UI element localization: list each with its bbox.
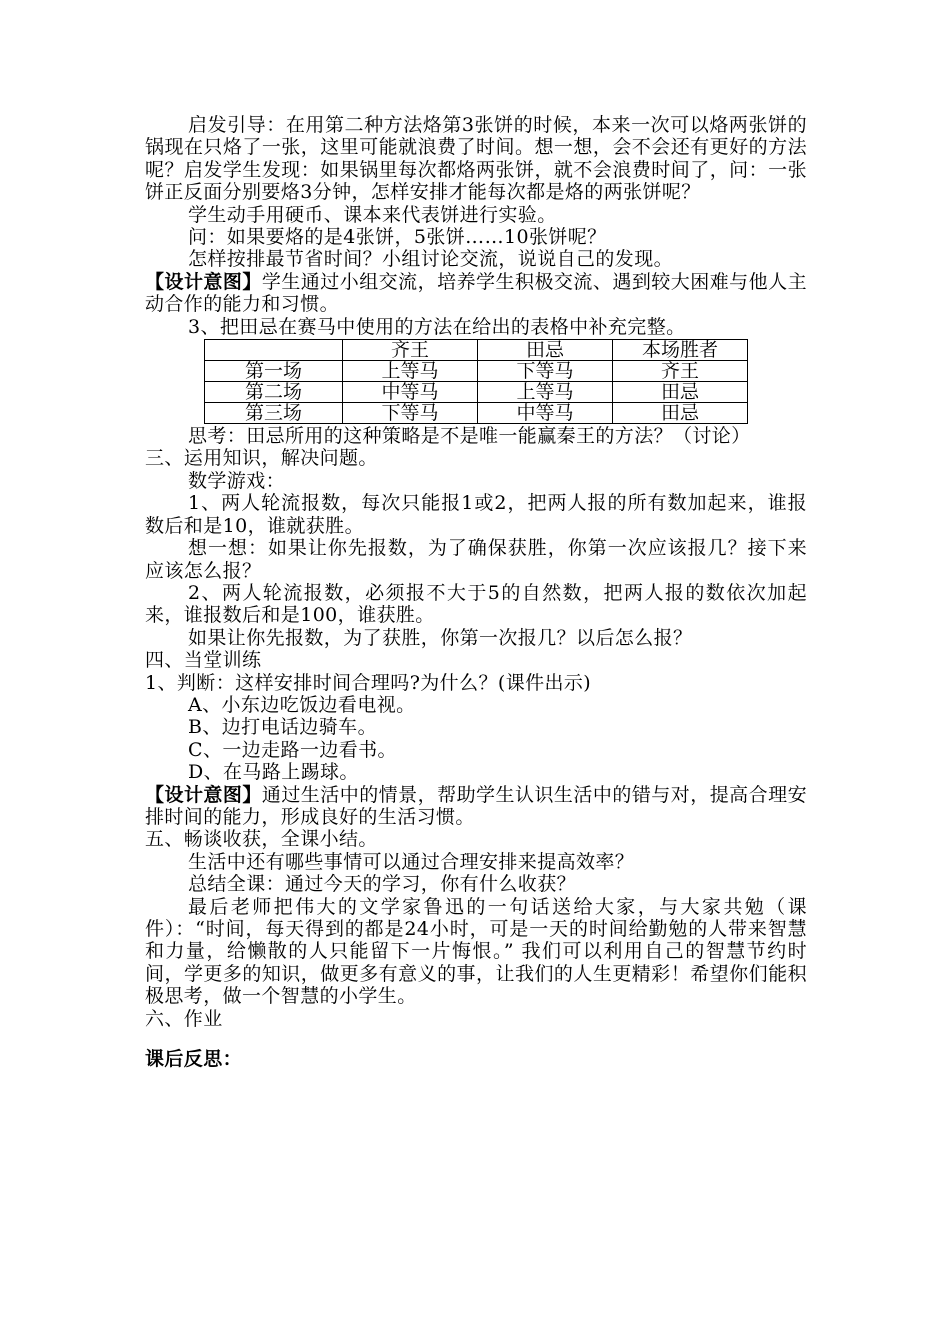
section-4-heading: 四、当堂训练 (145, 649, 262, 672)
document-page (145, 114, 807, 1070)
option-b: B、边打电话边骑车。 (188, 716, 377, 739)
paragraph-question: 问：如果要烙的是4张饼，5张饼……10张饼呢？ (188, 226, 607, 249)
option-a: A、小东边吃饭边看电视。 (188, 693, 416, 716)
option-d: D、在马路上踢球。 (188, 761, 359, 784)
paragraph-experiment: 学生动手用硬币、课本来代表饼进行实验。 (188, 203, 557, 226)
table-intro: 3、把田忌在赛马中使用的方法在给出的表格中补充完整。 (188, 315, 686, 338)
table-header-cell: 本场胜者 (613, 340, 748, 361)
reflection-heading: 课后反思： (145, 1048, 243, 1071)
design-intent-2 (145, 784, 807, 829)
paragraph-discussion: 怎样按排最节省时间？小组讨论交流，说说自己的发现。 (188, 248, 674, 271)
table-header-cell: 田忌 (478, 340, 613, 361)
table-row (205, 361, 748, 382)
table-cell: 田忌 (613, 403, 748, 424)
table-cell: 下等马 (478, 361, 613, 382)
think-question: 思考：田忌所用的这种策略是不是唯一能赢秦王的方法？（讨论） (188, 425, 751, 448)
table-cell: 田忌 (613, 382, 748, 403)
table-cell: 齐王 (613, 361, 748, 382)
table-header-row (205, 340, 748, 361)
table-cell: 上等马 (478, 382, 613, 403)
section-5-heading: 五、畅谈收获，全课小结。 (145, 828, 378, 851)
table-row (205, 403, 748, 424)
table-cell: 上等马 (343, 361, 478, 382)
table-cell: 第一场 (205, 361, 343, 382)
design-intent-text: 通过生活中的情景，帮助学生认识生活中的错与对，提高合理安排时间的能力，形成良好的生活习惯。 (145, 783, 808, 828)
math-game-title: 数学游戏： (188, 469, 286, 492)
design-intent-label: 【设计意图】 (145, 270, 262, 293)
section-3-heading: 三、运用知识，解决问题。 (145, 447, 378, 470)
horse-race-table (204, 339, 748, 424)
summary-paragraph-2: 总结全课：通过今天的学习，你有什么收获？ (188, 873, 577, 896)
summary-paragraph-3: 最后老师把伟大的文学家鲁迅的一句话送给大家，与大家共勉（课件）：“时间，每天得到的都是24小时，可是一天的时间给勤勉的人带来智慧和力量，给懒散的人只能留下一片悔恨。” 我们可以利用自己的智慧节约时间，学更多的知识，做更多有意义的事，让我们的人生更精彩！希望你们能积极思考，做一个智慧的小学生。 (145, 895, 807, 1008)
paragraph-guidance: 启发引导：在用第二种方法烙第3张饼的时候，本来一次可以烙两张饼的锅现在只烙了一张，这里可能就浪费了时间。想一想，会不会还有更好的方法呢？启发学生发现：如果锅里每次都烙两张饼，就不会浪费时间了，问：一张饼正反面分别要烙3分钟，怎样安排才能每次都是烙的两张饼呢？ (145, 114, 807, 204)
table-row (205, 382, 748, 403)
section-6-heading: 六、作业 (145, 1007, 223, 1030)
table-cell: 中等马 (343, 382, 478, 403)
design-intent-1 (145, 271, 807, 316)
table-cell: 中等马 (478, 403, 613, 424)
table-cell: 第二场 (205, 382, 343, 403)
design-intent-label: 【设计意图】 (145, 783, 262, 806)
game-1-think: 想一想：如果让你先报数，为了确保获胜，你第一次应该报几？接下来应该怎么报？ (145, 537, 807, 582)
game-1-text: 1、两人轮流报数，每次只能报1或2，把两人报的所有数加起来，谁报数后和是10，谁就获胜。 (145, 492, 807, 537)
table-header-cell: 齐王 (343, 340, 478, 361)
table-cell: 第三场 (205, 403, 343, 424)
table-header-cell (205, 340, 343, 361)
game-2-think: 如果让你先报数，为了获胜，你第一次报几？以后怎么报？ (188, 626, 693, 649)
table-cell: 下等马 (343, 403, 478, 424)
game-2-text: 2、两人轮流报数，必须报不大于5的自然数，把两人报的数依次加起来，谁报数后和是100，谁获胜。 (145, 581, 807, 627)
option-c: C、一边走路一边看书。 (188, 738, 397, 761)
summary-paragraph-1: 生活中还有哪些事情可以通过合理安排来提高效率？ (188, 850, 635, 873)
judge-question: 1、判断：这样安排时间合理吗?为什么？(课件出示) (145, 671, 592, 694)
design-intent-text: 学生通过小组交流，培养学生积极交流、遇到较大困难与他人主动合作的能力和习惯。 (145, 270, 808, 316)
